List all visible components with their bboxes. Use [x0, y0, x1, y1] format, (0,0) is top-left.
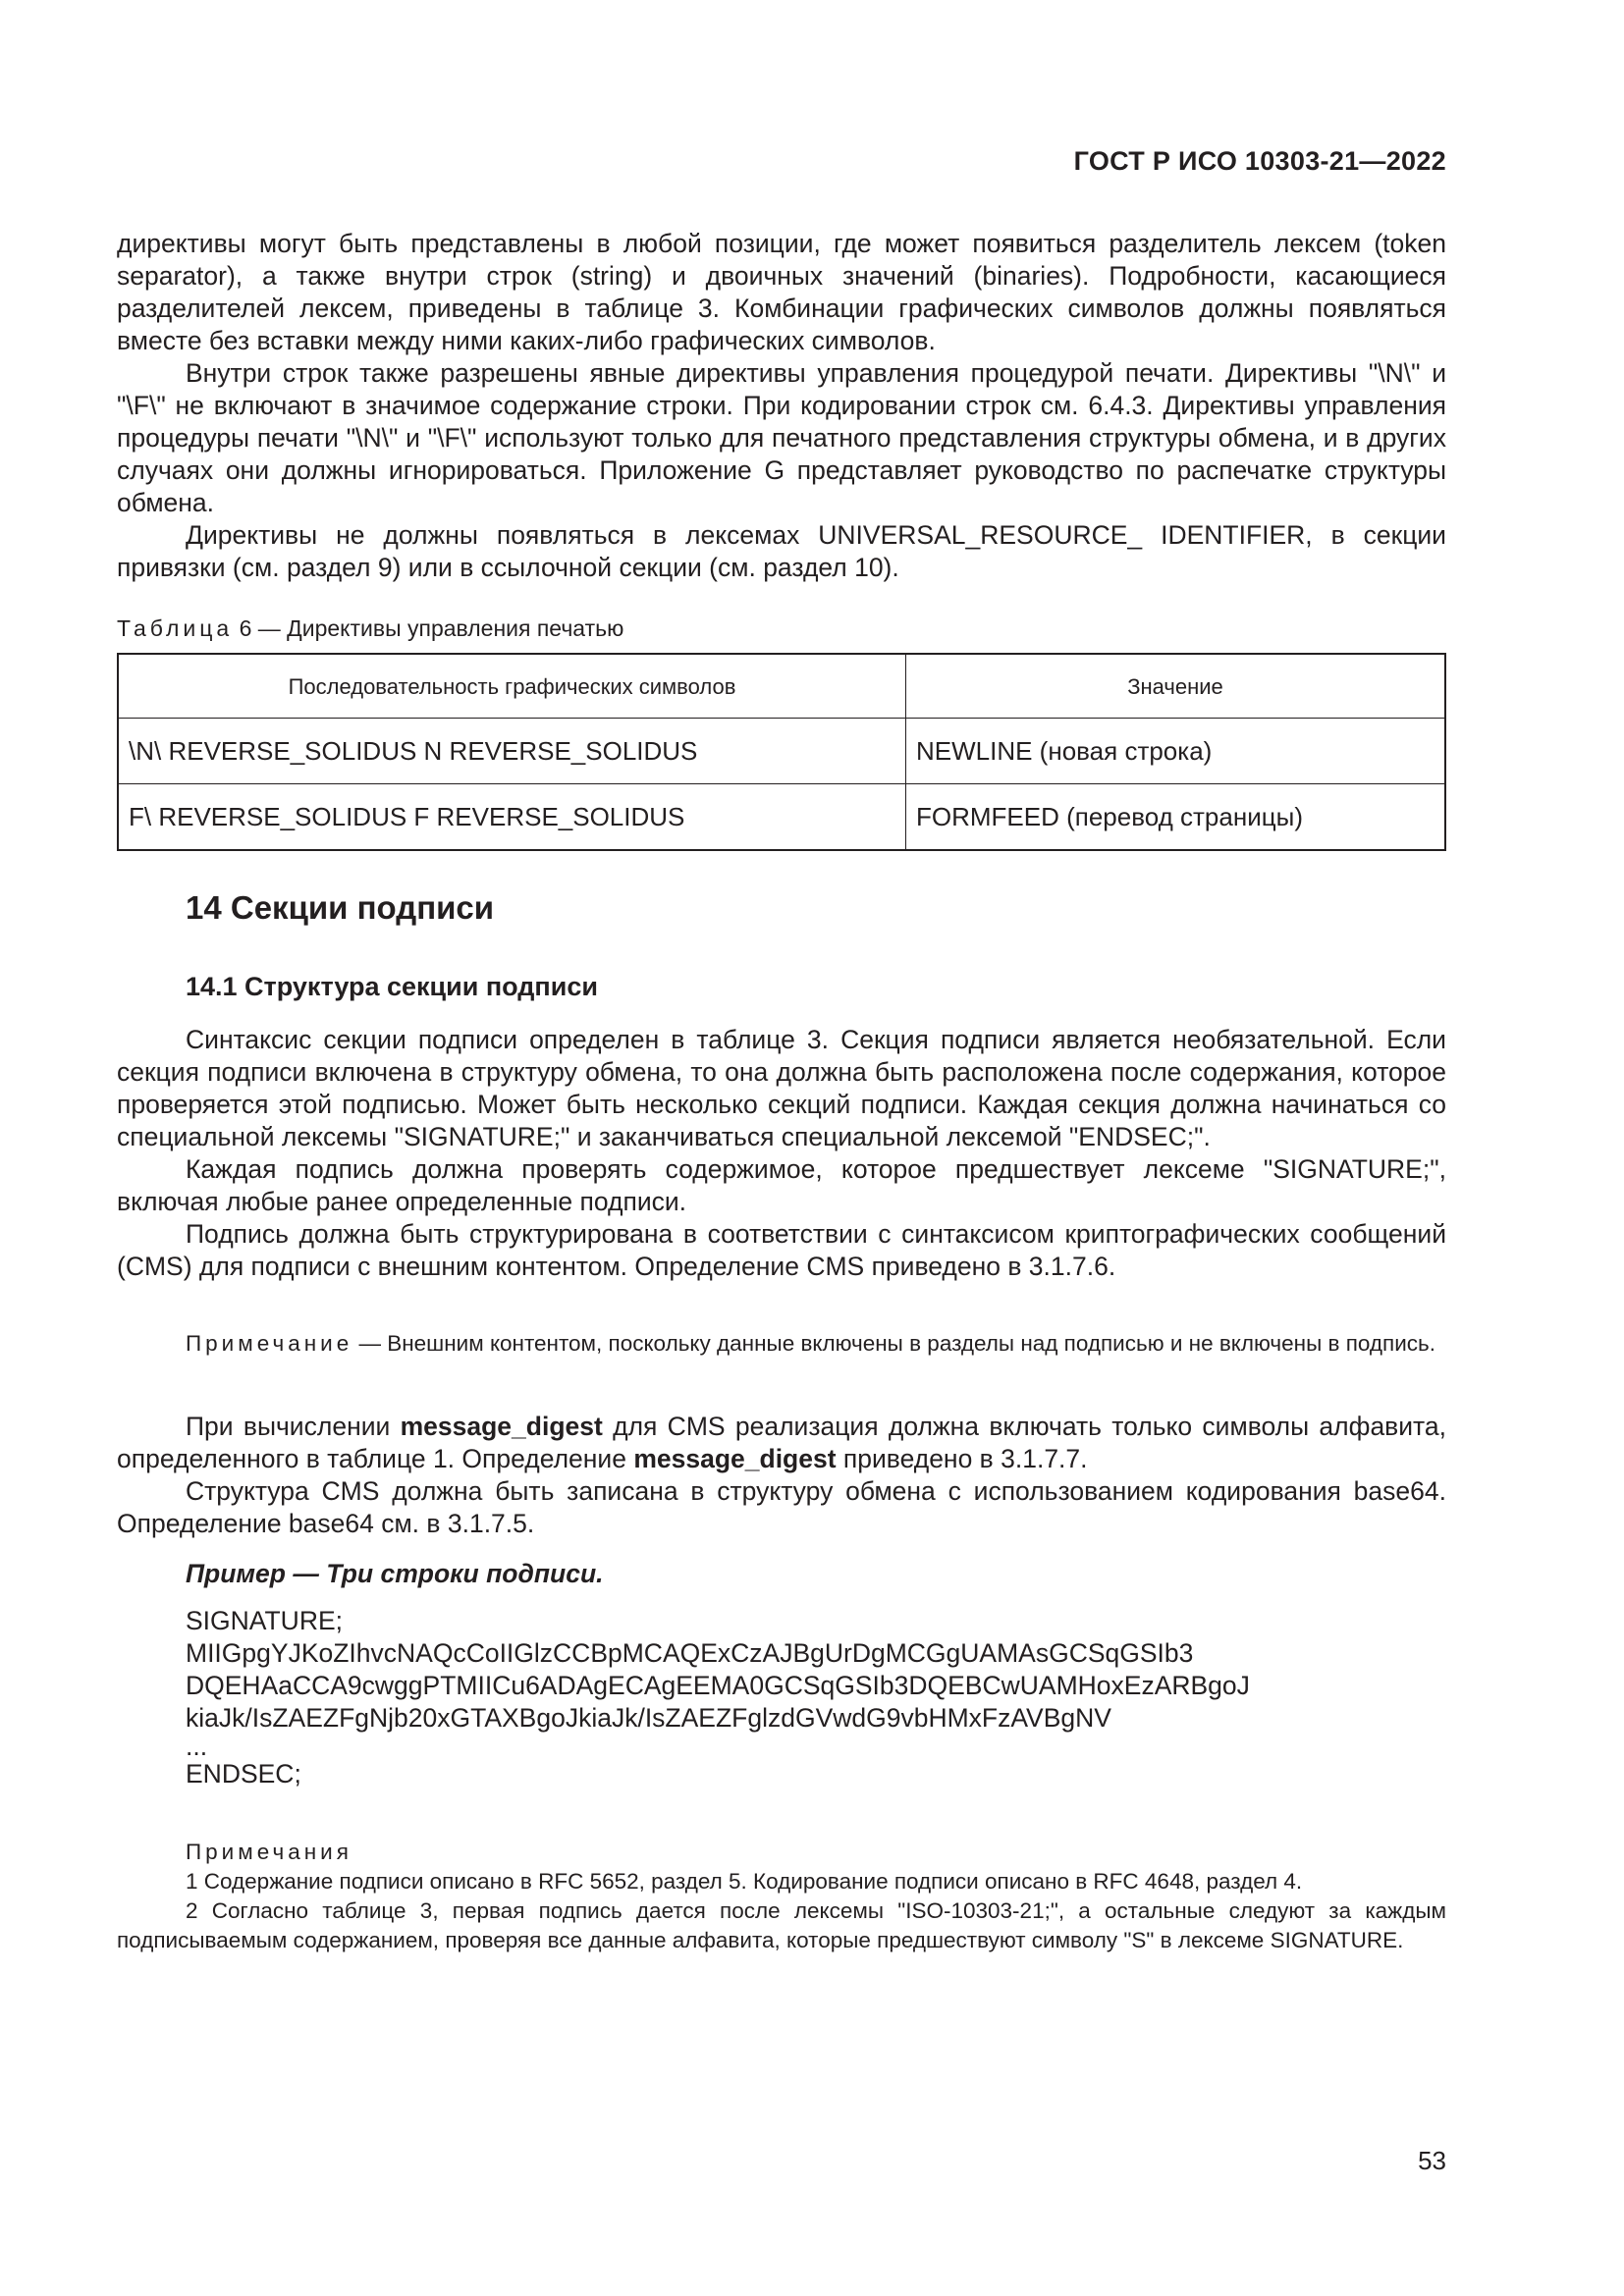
page-number: 53	[1418, 2146, 1446, 2175]
section-paragraph-3: Подпись должна быть структурирована в соответствии с синтаксисом криптографических сообщений (CMS) для подписи с внешним контентом. Определение CMS приведено в 3.1.7.6.	[117, 1219, 1446, 1281]
notes-block	[117, 1838, 1446, 1955]
note-block	[117, 1329, 1446, 1359]
table-header-sequence: Последовательность графических символов	[118, 654, 906, 719]
example-title: Пример — Три строки подписи.	[186, 1559, 604, 1588]
subsection-14-1-heading-block	[186, 971, 1446, 1003]
print-directives-table	[117, 653, 1446, 851]
note-1: 1 Содержание подписи описано в RFC 5652, раздел 5. Кодирование подписи описано в RFC 4648, раздел 4.	[186, 1869, 1303, 1894]
note-text: — Внешним контентом, поскольку данные включены в разделы над подписью и не включены в подпись.	[352, 1331, 1436, 1356]
note-label: Примечание	[186, 1331, 353, 1356]
intro-paragraph-2: Внутри строк также разрешены явные директивы управления процедурой печати. Директивы "\N\" и "\F\" не включают в значимое содержание строки. При кодировании строк см. 6.4.3. Директивы управления процедуры печати "\N\" и "\F\" используют только для печатного представления структуры обмена, и в других случаях они должны игнорироваться. Приложение G представляет руководство по распечатке структуры обмена.	[117, 358, 1446, 517]
signature-code-block	[186, 1605, 1446, 1790]
table-caption-label: Таблица	[117, 615, 234, 641]
code-line: DQEHAaCCA9cwggPTMIICu6ADAgECAgEEMA0GCSqGSIb3DQEBCwUAMHoxEzARBgoJ	[186, 1671, 1250, 1700]
note-paragraph	[117, 1329, 1446, 1359]
text-run: приведено в 3.1.7.7.	[836, 1444, 1088, 1473]
document-header: ГОСТ Р ИСО 10303-21—2022	[1073, 146, 1446, 176]
section-14-body-2	[117, 1411, 1446, 1540]
table-header-row	[118, 654, 1445, 719]
table-caption	[117, 614, 1446, 643]
table-row	[118, 784, 1445, 851]
code-line: ...	[186, 1732, 208, 1761]
code-line: MIIGpgYJKoZIhvcNAQcCoIIGlzCCBpMCAQExCzAJBgUrDgMCGgUAMAsGCSqGSIb3	[186, 1638, 1194, 1668]
section-paragraph-4	[117, 1411, 1446, 1475]
table-6-block	[117, 614, 1446, 851]
section-14-body	[117, 1024, 1446, 1283]
notes-label: Примечания	[186, 1840, 352, 1864]
section-14-heading-block	[186, 888, 1446, 928]
table-cell: NEWLINE (новая строка)	[906, 719, 1446, 784]
section-paragraph-2: Каждая подпись должна проверять содержимое, которое предшествует лексеме "SIGNATURE;", включая любые ранее определенные подписи.	[117, 1154, 1446, 1216]
intro-section	[117, 228, 1446, 584]
text-run: для CMS реализация должна включать только символы алфавита, определенного в таблице 1. Определение	[117, 1412, 1446, 1473]
subsection-title: 14.1 Структура секции подписи	[186, 972, 598, 1001]
code-line: kiaJk/IsZAEZFgNjb20xGTAXBgoJkiaJk/IsZAEZFglzdGVwdG9vbHMxFzAVBgNV	[186, 1703, 1111, 1733]
code-line: ENDSEC;	[186, 1759, 301, 1789]
table-caption-text: 6 — Директивы управления печатью	[233, 615, 624, 641]
section-title: 14 Секции подписи	[186, 889, 495, 926]
intro-paragraph-1: директивы могут быть представлены в любой позиции, где может появиться разделитель лексем (token separator), а также внутри строк (string) и двоичных значений (binaries). Подробности, касающиеся разделителей лексем, приведены в таблице 3. Комбинации графических символов должны появляться вместе без вставки между ними каких-либо графических символов.	[117, 229, 1446, 355]
table-cell: F\ REVERSE_SOLIDUS F REVERSE_SOLIDUS	[118, 784, 906, 851]
table-cell: FORMFEED (перевод страницы)	[906, 784, 1446, 851]
table-row	[118, 719, 1445, 784]
example-block	[186, 1558, 1446, 1590]
term-message-digest: message_digest	[633, 1444, 837, 1473]
table-cell: \N\ REVERSE_SOLIDUS N REVERSE_SOLIDUS	[118, 719, 906, 784]
intro-paragraph-3: Директивы не должны появляться в лексемах UNIVERSAL_RESOURCE_ IDENTIFIER, в секции привязки (см. раздел 9) или в ссылочной секции (см. раздел 10).	[117, 520, 1446, 582]
section-paragraph-5: Структура CMS должна быть записана в структуру обмена с использованием кодирования base64. Определение base64 см. в 3.1.7.5.	[117, 1476, 1446, 1538]
note-2: 2 Согласно таблице 3, первая подпись дается после лексемы "ISO-10303-21;", а остальные следуют за каждым подписываемым содержанием, проверяя все данные алфавита, которые предшествуют символу "S" в лексеме SIGNATURE.	[117, 1898, 1446, 1952]
table-header-meaning: Значение	[906, 654, 1446, 719]
code-line: SIGNATURE;	[186, 1606, 343, 1635]
section-paragraph-1: Синтаксис секции подписи определен в таблице 3. Секция подписи является необязательной. Если секция подписи включена в структуру обмена, то она должна быть расположена после содержания, которое проверяется этой подписью. Может быть несколько секций подписи. Каждая секция должна начинаться со специальной лексемы "SIGNATURE;" и заканчиваться специальной лексемой "ENDSEC;".	[117, 1025, 1446, 1151]
term-message-digest: message_digest	[400, 1412, 603, 1441]
text-run: При вычислении	[186, 1412, 401, 1441]
